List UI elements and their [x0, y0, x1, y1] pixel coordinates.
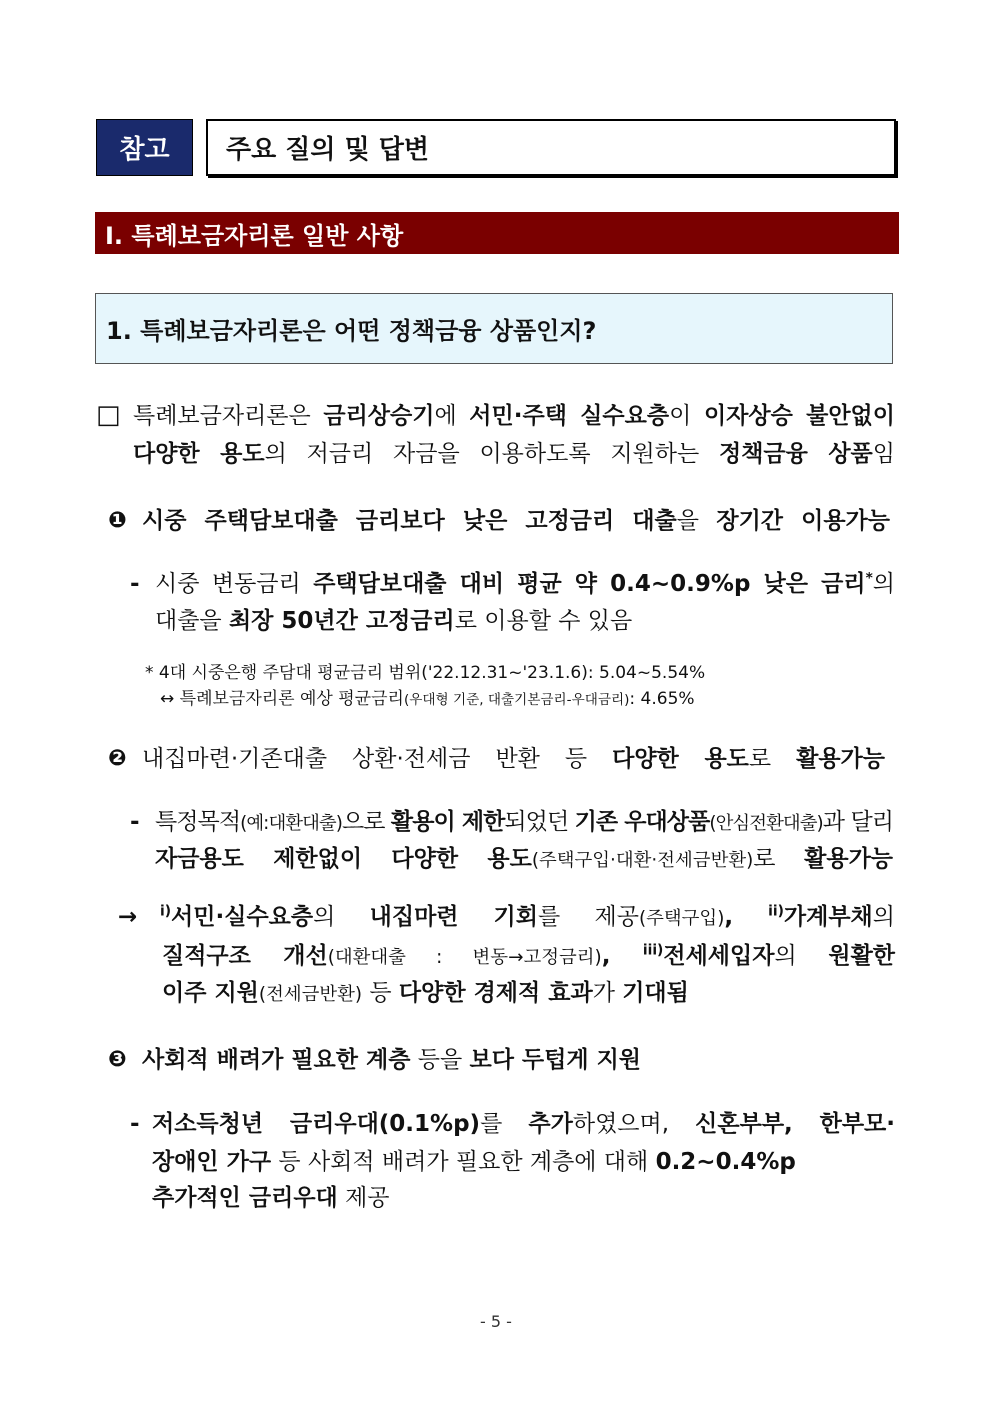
dash-bullet: -: [130, 571, 140, 597]
arrow-icon: →: [118, 904, 138, 930]
text-line: [160, 904, 895, 932]
text-run: 보다 두텁게 지원: [469, 1047, 642, 1073]
text-run: 이자상승 불안없이: [703, 403, 895, 429]
number-two-icon: ❷: [108, 746, 127, 771]
page-title: 주요 질의 및 답변: [206, 119, 896, 176]
text-line: [133, 441, 895, 469]
text-run: 과 달리: [822, 809, 894, 835]
checkbox-icon: □: [96, 400, 121, 430]
text-run: 가계부채: [783, 904, 873, 930]
text-run: 으로: [341, 809, 391, 835]
text-run: 대출을: [155, 608, 229, 634]
text-line: [155, 608, 632, 636]
text-run: 하였으며,: [572, 1111, 696, 1137]
text-run: 장애인 가구: [152, 1149, 272, 1175]
text-run: 등: [362, 980, 399, 1006]
section-heading: Ⅰ. 특례보금자리론 일반 사항: [95, 212, 899, 254]
text-run: 제공: [337, 1185, 390, 1211]
text-run: 의: [774, 943, 829, 969]
text-run: 등 사회적 배려가 필요한 계층에 대해: [271, 1149, 656, 1175]
text-run: 의 저금리 자금을 이용하도록 지원하는: [264, 441, 719, 467]
text-run: 내집마련·기존대출 상환·전세금 반환 등: [142, 746, 613, 772]
dash-bullet: -: [130, 1111, 140, 1137]
number-three-icon: ❸: [108, 1047, 127, 1072]
dash-bullet: -: [130, 809, 140, 835]
text-run: (주택구입): [638, 908, 725, 929]
text-line: [162, 980, 689, 1008]
text-run: ↔ 특례보금자리론 예상 평균금리: [160, 689, 404, 709]
text-run: 다양한 용도: [133, 441, 265, 467]
text-run: 추가: [528, 1111, 573, 1137]
question-heading: 1. 특례보금자리론은 어떤 정책금융 상품인지?: [95, 293, 893, 364]
text-run: (안심전환대출): [709, 813, 823, 834]
text-run: (예:대환대출): [240, 813, 342, 834]
text-line: [155, 809, 893, 837]
text-run: 등을: [410, 1047, 470, 1073]
text-line: [142, 746, 885, 774]
text-run: 활용이 제한: [390, 809, 505, 835]
text-run: 정책금융 상품: [718, 441, 873, 467]
text-run: 이주 지원: [162, 980, 259, 1006]
text-run: 특정목적: [155, 809, 241, 835]
text-run: 시중 주택담보대출 금리보다 낮은 고정금리 대출: [142, 508, 677, 534]
text-line: [142, 1047, 641, 1075]
text-line: [162, 943, 895, 971]
text-run: 특례보금자리론은: [133, 403, 324, 429]
text-line: [152, 1111, 895, 1139]
text-run: 을: [676, 508, 717, 534]
text-run: 최장 50년간 고정금리: [228, 608, 455, 634]
text-run: 저소득청년 금리우대(0.1%p): [152, 1111, 481, 1137]
text-run: 를 제공: [537, 904, 639, 930]
text-run: 신혼부부, 한부모·: [695, 1111, 895, 1137]
text-run: 금리상승기: [323, 403, 435, 429]
text-run: 로: [753, 846, 805, 872]
text-run: (전세금반환): [258, 984, 363, 1005]
number-one-icon: ❶: [108, 508, 127, 533]
text-run: 다양한 경제적 효과: [398, 980, 593, 1006]
text-run: 자금용도 제한없이 다양한 용도: [155, 846, 532, 872]
text-run: 이: [669, 403, 704, 429]
text-run: 장기간 이용가능: [716, 508, 890, 534]
text-run: 전세세입자: [663, 943, 775, 969]
text-run: iii): [642, 942, 664, 959]
text-run: 질적구조 개선: [162, 943, 328, 969]
page-number: - 5 -: [480, 1312, 512, 1331]
text-run: 다양한 용도: [612, 746, 749, 772]
reference-tag: 참고: [96, 119, 193, 176]
text-run: 의: [872, 571, 895, 597]
text-run: 기대됨: [622, 980, 689, 1006]
text-run: : 4.65%: [629, 689, 695, 709]
text-run: 의: [872, 904, 895, 930]
text-run: 시중 변동금리: [155, 571, 314, 597]
text-line: [160, 689, 695, 709]
text-run: 활용가능: [804, 846, 894, 872]
text-run: 활용가능: [796, 746, 885, 772]
text-line: [133, 403, 895, 431]
text-run: 서민·실수요층: [171, 904, 314, 930]
text-line: [152, 1185, 390, 1213]
text-run: 기존 우대상품: [574, 809, 710, 835]
text-run: 추가적인 금리우대: [152, 1185, 338, 1211]
text-run: (주택구입·대환·전세금반환): [531, 850, 754, 871]
text-line: [155, 846, 893, 874]
text-run: 0.2~0.4%p: [655, 1149, 796, 1175]
text-run: 사회적 배려가 필요한 계층: [142, 1047, 411, 1073]
text-line: [145, 663, 705, 683]
text-run: ,: [601, 943, 643, 969]
text-run: 내집마련 기회: [369, 904, 538, 930]
text-run: 임: [872, 441, 895, 467]
text-run: ,: [724, 904, 769, 930]
text-run: * 4대 시중은행 주담대 평균금리 범위('22.12.31~'23.1.6): 5.04~5.54%: [145, 663, 706, 683]
text-run: i): [160, 903, 172, 920]
text-run: 로: [748, 746, 797, 772]
text-run: 에: [434, 403, 470, 429]
text-run: 를: [480, 1111, 529, 1137]
text-run: 되었던: [504, 809, 575, 835]
text-run: 주택담보대출 대비 평균 약 0.4~0.9%p 낮은 금리: [313, 571, 866, 597]
text-run: (대환대출 : 변동→고정금리): [327, 947, 602, 968]
text-line: [155, 571, 895, 599]
text-line: [142, 508, 890, 536]
text-run: 의: [313, 904, 370, 930]
text-run: 서민·주택 실수요층: [469, 403, 670, 429]
text-run: (우대형 기준, 대출기본금리-우대금리): [403, 692, 630, 708]
text-run: ii): [768, 903, 784, 920]
text-run: 원활한: [828, 943, 896, 969]
text-run: 로 이용할 수 있음: [454, 608, 633, 634]
text-run: *: [865, 570, 873, 587]
text-run: 가: [592, 980, 623, 1006]
text-line: [152, 1149, 796, 1177]
